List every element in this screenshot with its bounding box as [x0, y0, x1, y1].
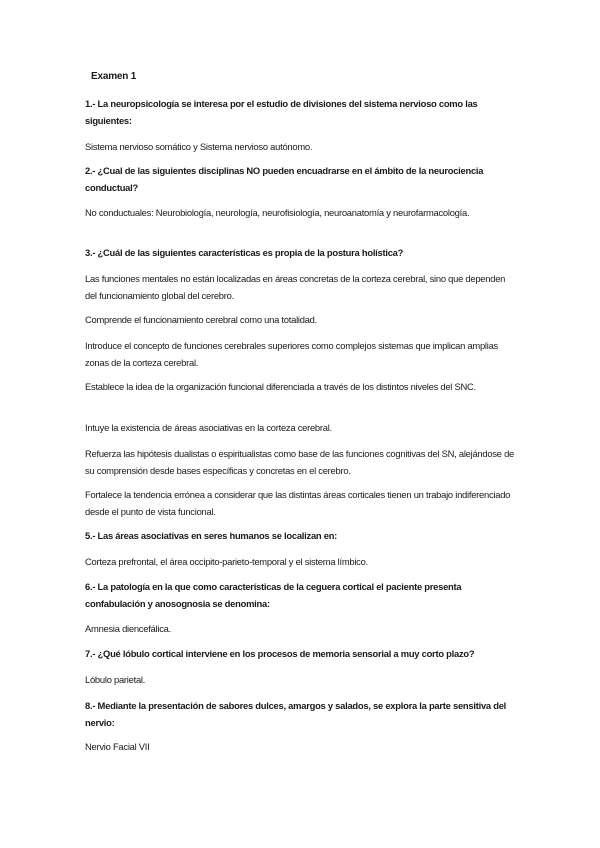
answer-8: Nervio Facial VII: [85, 741, 150, 752]
question-5: 5.- Las áreas asociativas en seres humanos se localizan en:: [85, 530, 338, 541]
question-6: 6.- La patología en la que como características de la ceguera cortical el paciente presenta confabulación y anosognosia se denomina:: [85, 581, 462, 609]
answer-2: No conductuales: Neurobiología, neurología, neurofisiología, neuroanatomía y neurofarmacología.: [85, 207, 470, 218]
question-2: 2.- ¿Cual de las siguientes disciplinas NO pueden encuadrarse en el ámbito de la neurociencia conductual?: [85, 165, 484, 193]
answer-5: Corteza prefrontal, el área occipito-parieto-temporal y el sistema límbico.: [85, 556, 368, 567]
answer-3-6: Refuerza las hipótesis dualistas o espiritualistas como base de las funciones cognitivas del SN, alejándose de su comprensión desde bases específicas y concretas en el cerebro.: [85, 448, 515, 476]
answer-6: Amnesia diencefálica.: [85, 623, 171, 634]
question-8: 8.- Mediante la presentación de sabores dulces, amargos y salados, se explora la parte sensitiva del nervio:: [85, 700, 507, 728]
answer-7: Lóbulo parietal.: [85, 674, 146, 685]
document-title: Examen 1: [91, 71, 137, 82]
answer-3-3: Introduce el concepto de funciones cerebrales superiores como complejos sistemas que implican amplias zonas de la corteza cerebral.: [85, 340, 498, 368]
answer-3-7: Fortalece la tendencia errónea a considerar que las distintas áreas corticales tienen un trabajo indiferenciado desde el punto de vista funcional.: [85, 489, 511, 517]
answer-1: Sistema nervioso somático y Sistema nervioso autónomo.: [85, 141, 313, 152]
answer-3-4: Establece la idea de la organización funcional diferenciada a través de los distintos niveles del SNC.: [85, 381, 476, 392]
answer-3-1: Las funciones mentales no están localizadas en áreas concretas de la corteza cerebral, sino que dependen del funcionamiento global del cerebro.: [85, 273, 506, 301]
answer-3-5: Intuye la existencia de áreas asociativas en la corteza cerebral.: [85, 422, 332, 433]
question-3: 3.- ¿Cuál de las siguientes características es propia de la postura holística?: [85, 247, 404, 258]
question-1: 1.- La neuropsicología se interesa por el estudio de divisiones del sistema nervioso como las siguientes:: [85, 98, 478, 126]
answer-3-2: Comprende el funcionamiento cerebral como una totalidad.: [85, 314, 317, 325]
question-7: 7.- ¿Qué lóbulo cortical interviene en los procesos de memoria sensorial a muy corto plazo?: [85, 648, 475, 659]
